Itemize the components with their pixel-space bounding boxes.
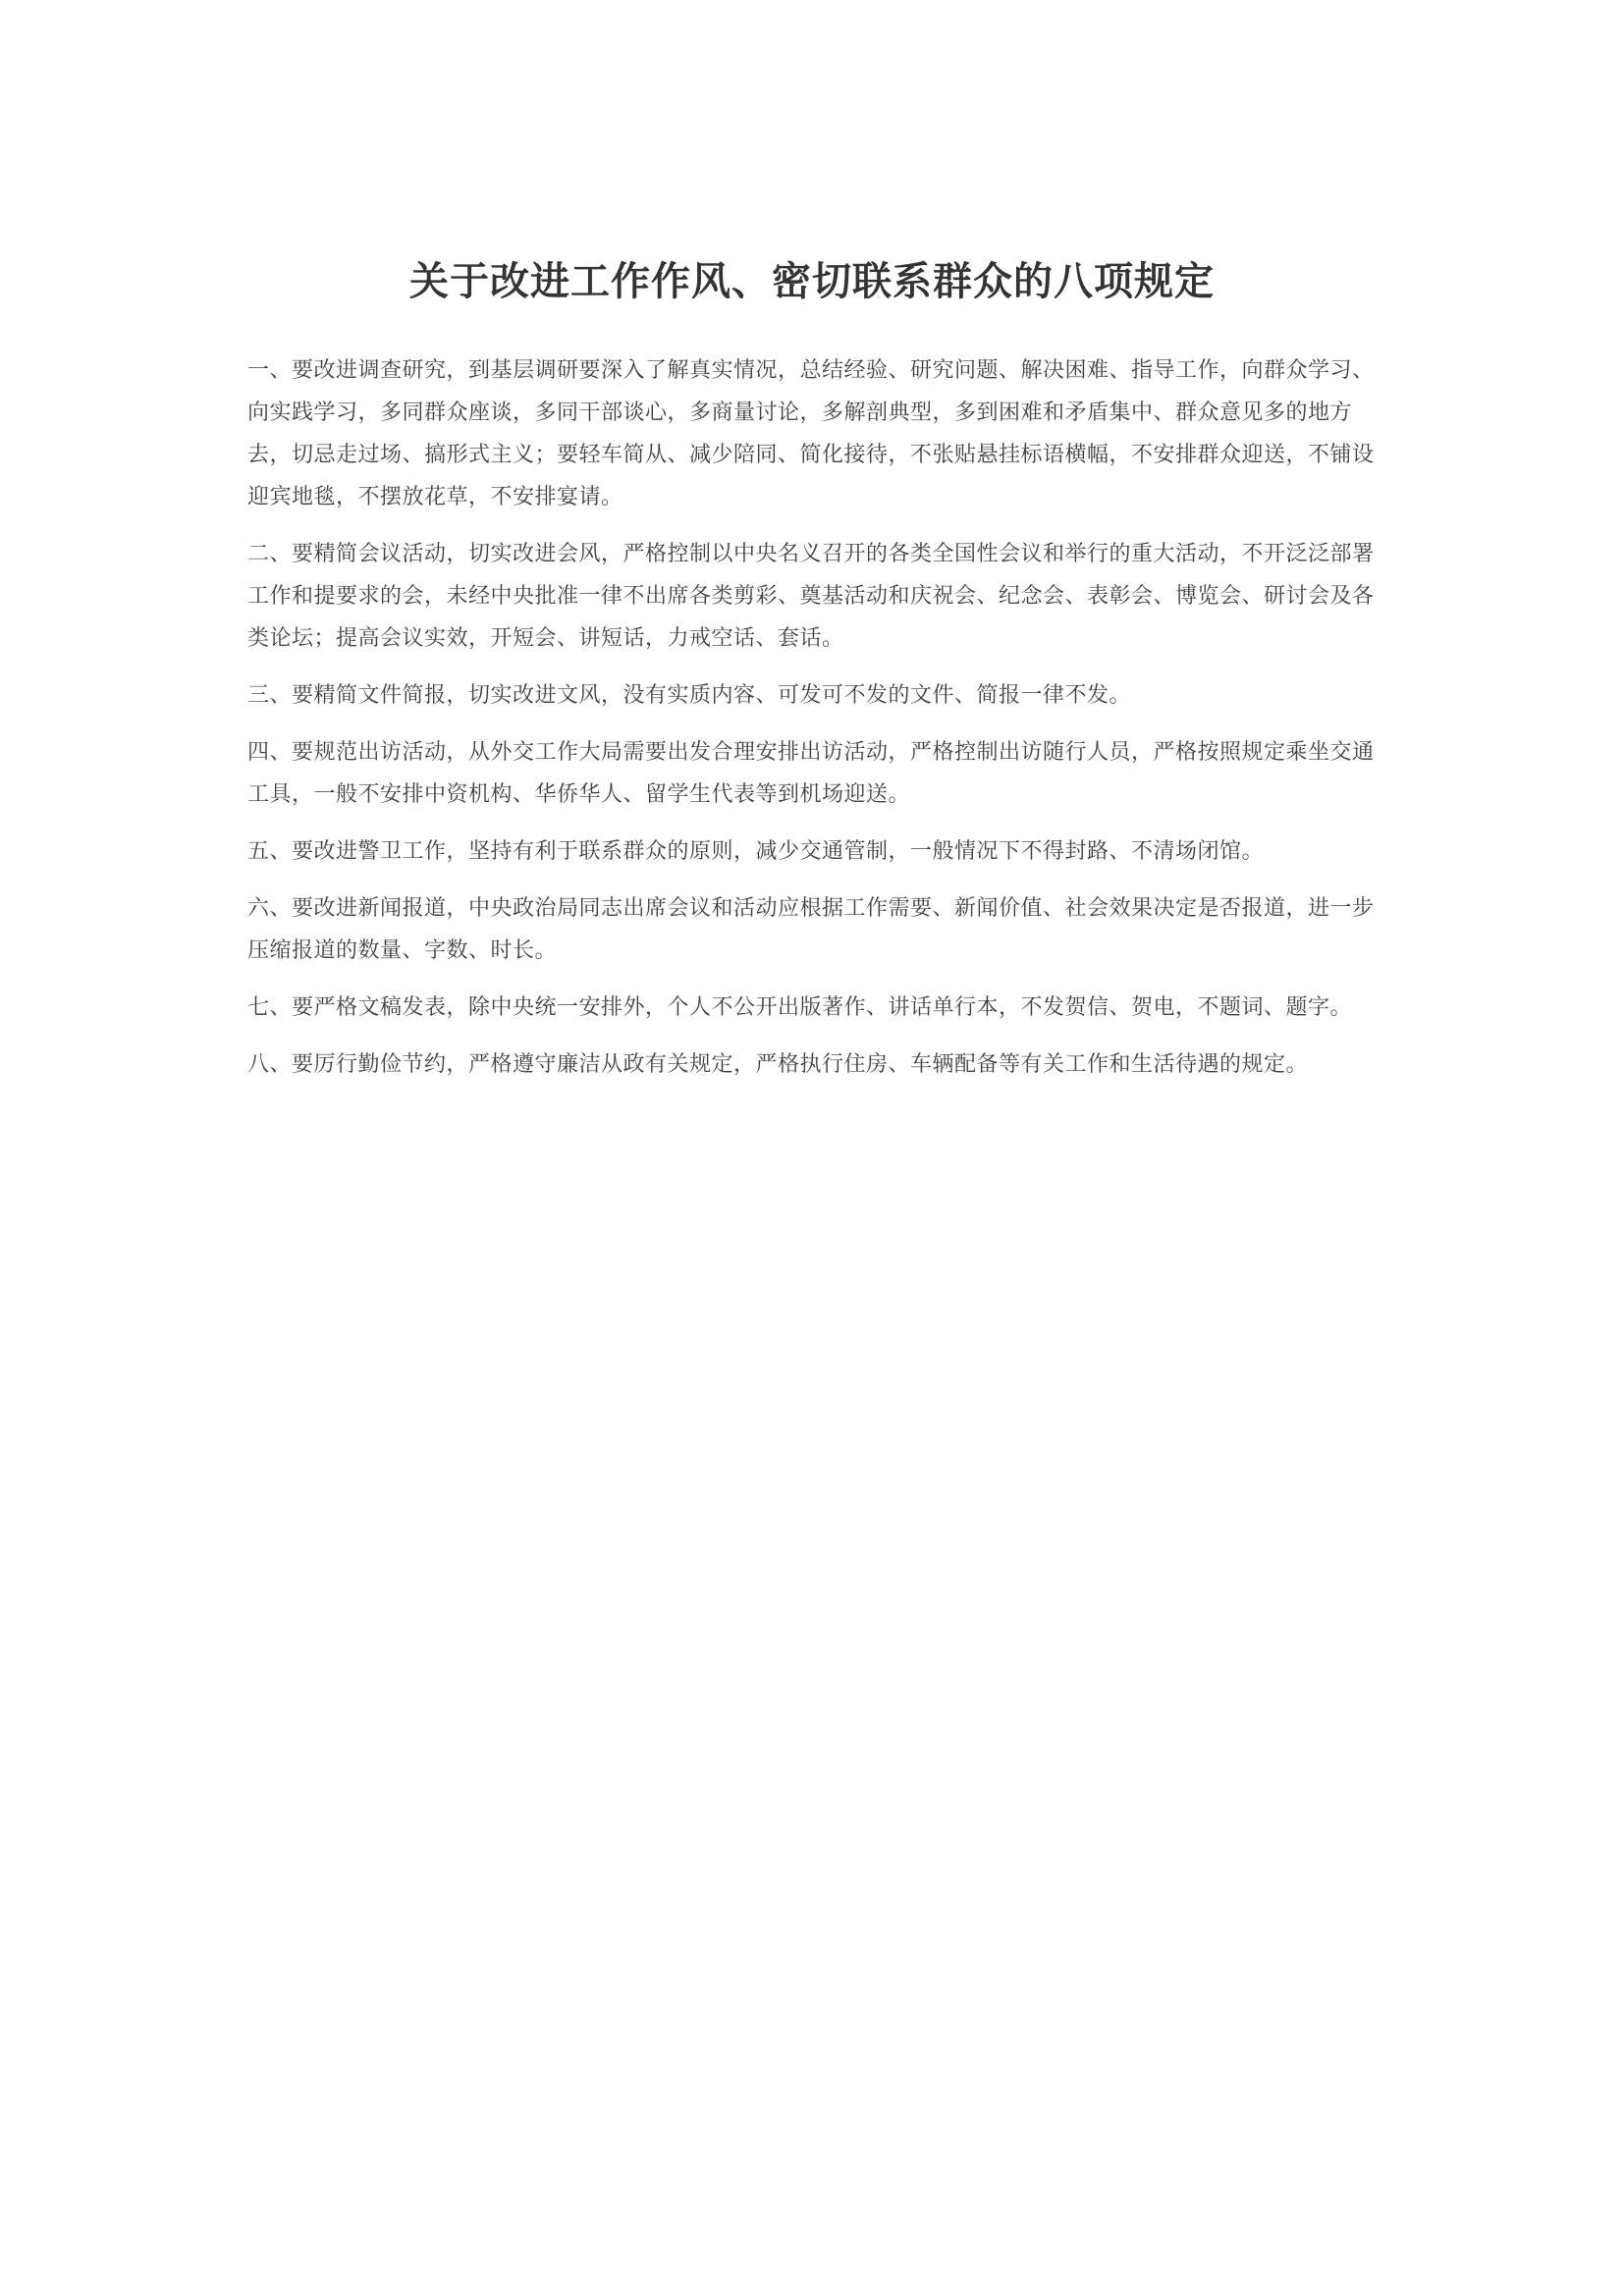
paragraph: 四、要规范出访活动，从外交工作大局需要出发合理安排出访活动，严格控制出访随行人员，严格按照规定乘坐交通工具，一般不安排中资机构、华侨华人、留学生代表等到机场迎送。 [247,740,1375,807]
document-title: 关于改进工作作风、密切联系群众的八项规定 [409,259,1215,304]
document-body [247,349,1377,1086]
paragraph: 一、要改进调查研究，到基层调研要深入了解真实情况，总结经验、研究问题、解决困难、指导工作，向群众学习、向实践学习，多同群众座谈，多同干部谈心，多商量讨论，多解剖典型，多到困难和矛盾集中、群众意见多的地方去，切忌走过场、搞形式主义；要轻车简从、减少陪同、简化接待，不张贴悬挂标语横幅，不安排群众迎送，不铺设迎宾地毯，不摆放花草，不安排宴请。 [247,358,1375,509]
paragraph: 七、要严格文稿发表，除中央统一安排外，个人不公开出版著作、讲话单行本，不发贺信、贺电，不题词、题字。 [247,995,1353,1020]
paragraph: 三、要精简文件简报，切实改进文风，没有实质内容、可发可不发的文件、简报一律不发。 [247,683,1132,708]
paragraph: 二、要精简会议活动，切实改进会风，严格控制以中央名义召开的各类全国性会议和举行的重大活动，不开泛泛部署工作和提要求的会，未经中央批准一律不出席各类剪彩、奠基活动和庆祝会、纪念会、表彰会、博览会、研讨会及各类论坛；提高会议实效，开短会、讲短话，力戒空话、套话。 [247,542,1375,651]
paragraph: 八、要厉行勤俭节约，严格遵守廉洁从政有关规定，严格执行住房、车辆配备等有关工作和生活待遇的规定。 [247,1052,1309,1077]
paragraph: 五、要改进警卫工作，坚持有利于联系群众的原则，减少交通管制，一般情况下不得封路、不清场闭馆。 [247,839,1265,864]
paragraph: 六、要改进新闻报道，中央政治局同志出席会议和活动应根据工作需要、新闻价值、社会效果决定是否报道，进一步压缩报道的数量、字数、时长。 [247,896,1375,963]
